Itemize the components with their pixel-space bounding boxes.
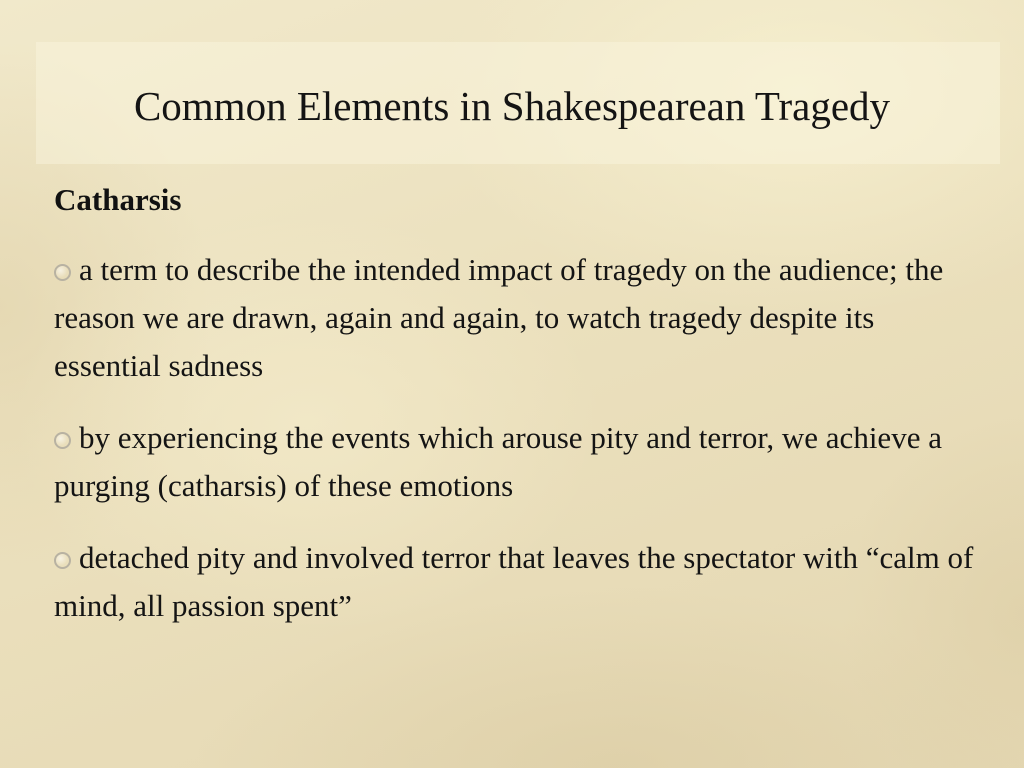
bullet-item xyxy=(54,246,984,390)
slide-title: Common Elements in Shakespearean Tragedy xyxy=(133,83,891,129)
section-heading: Catharsis xyxy=(54,182,182,217)
bullet-text: by experiencing the events which arouse pity and terror, we achieve a purging (catharsis) of these emotions xyxy=(54,420,942,503)
slide-content xyxy=(54,178,984,654)
bullet-text: a term to describe the intended impact of tragedy on the audience; the reason we are drawn, again and again, to watch tragedy despite its essential sadness xyxy=(54,252,944,383)
circle-bullet-icon xyxy=(54,264,71,281)
bullet-item xyxy=(54,414,984,510)
bullet-text: detached pity and involved terror that leaves the spectator with “calm of mind, all passion spent” xyxy=(54,540,974,623)
circle-bullet-icon xyxy=(54,552,71,569)
bullet-item xyxy=(54,534,984,630)
circle-bullet-icon xyxy=(54,432,71,449)
